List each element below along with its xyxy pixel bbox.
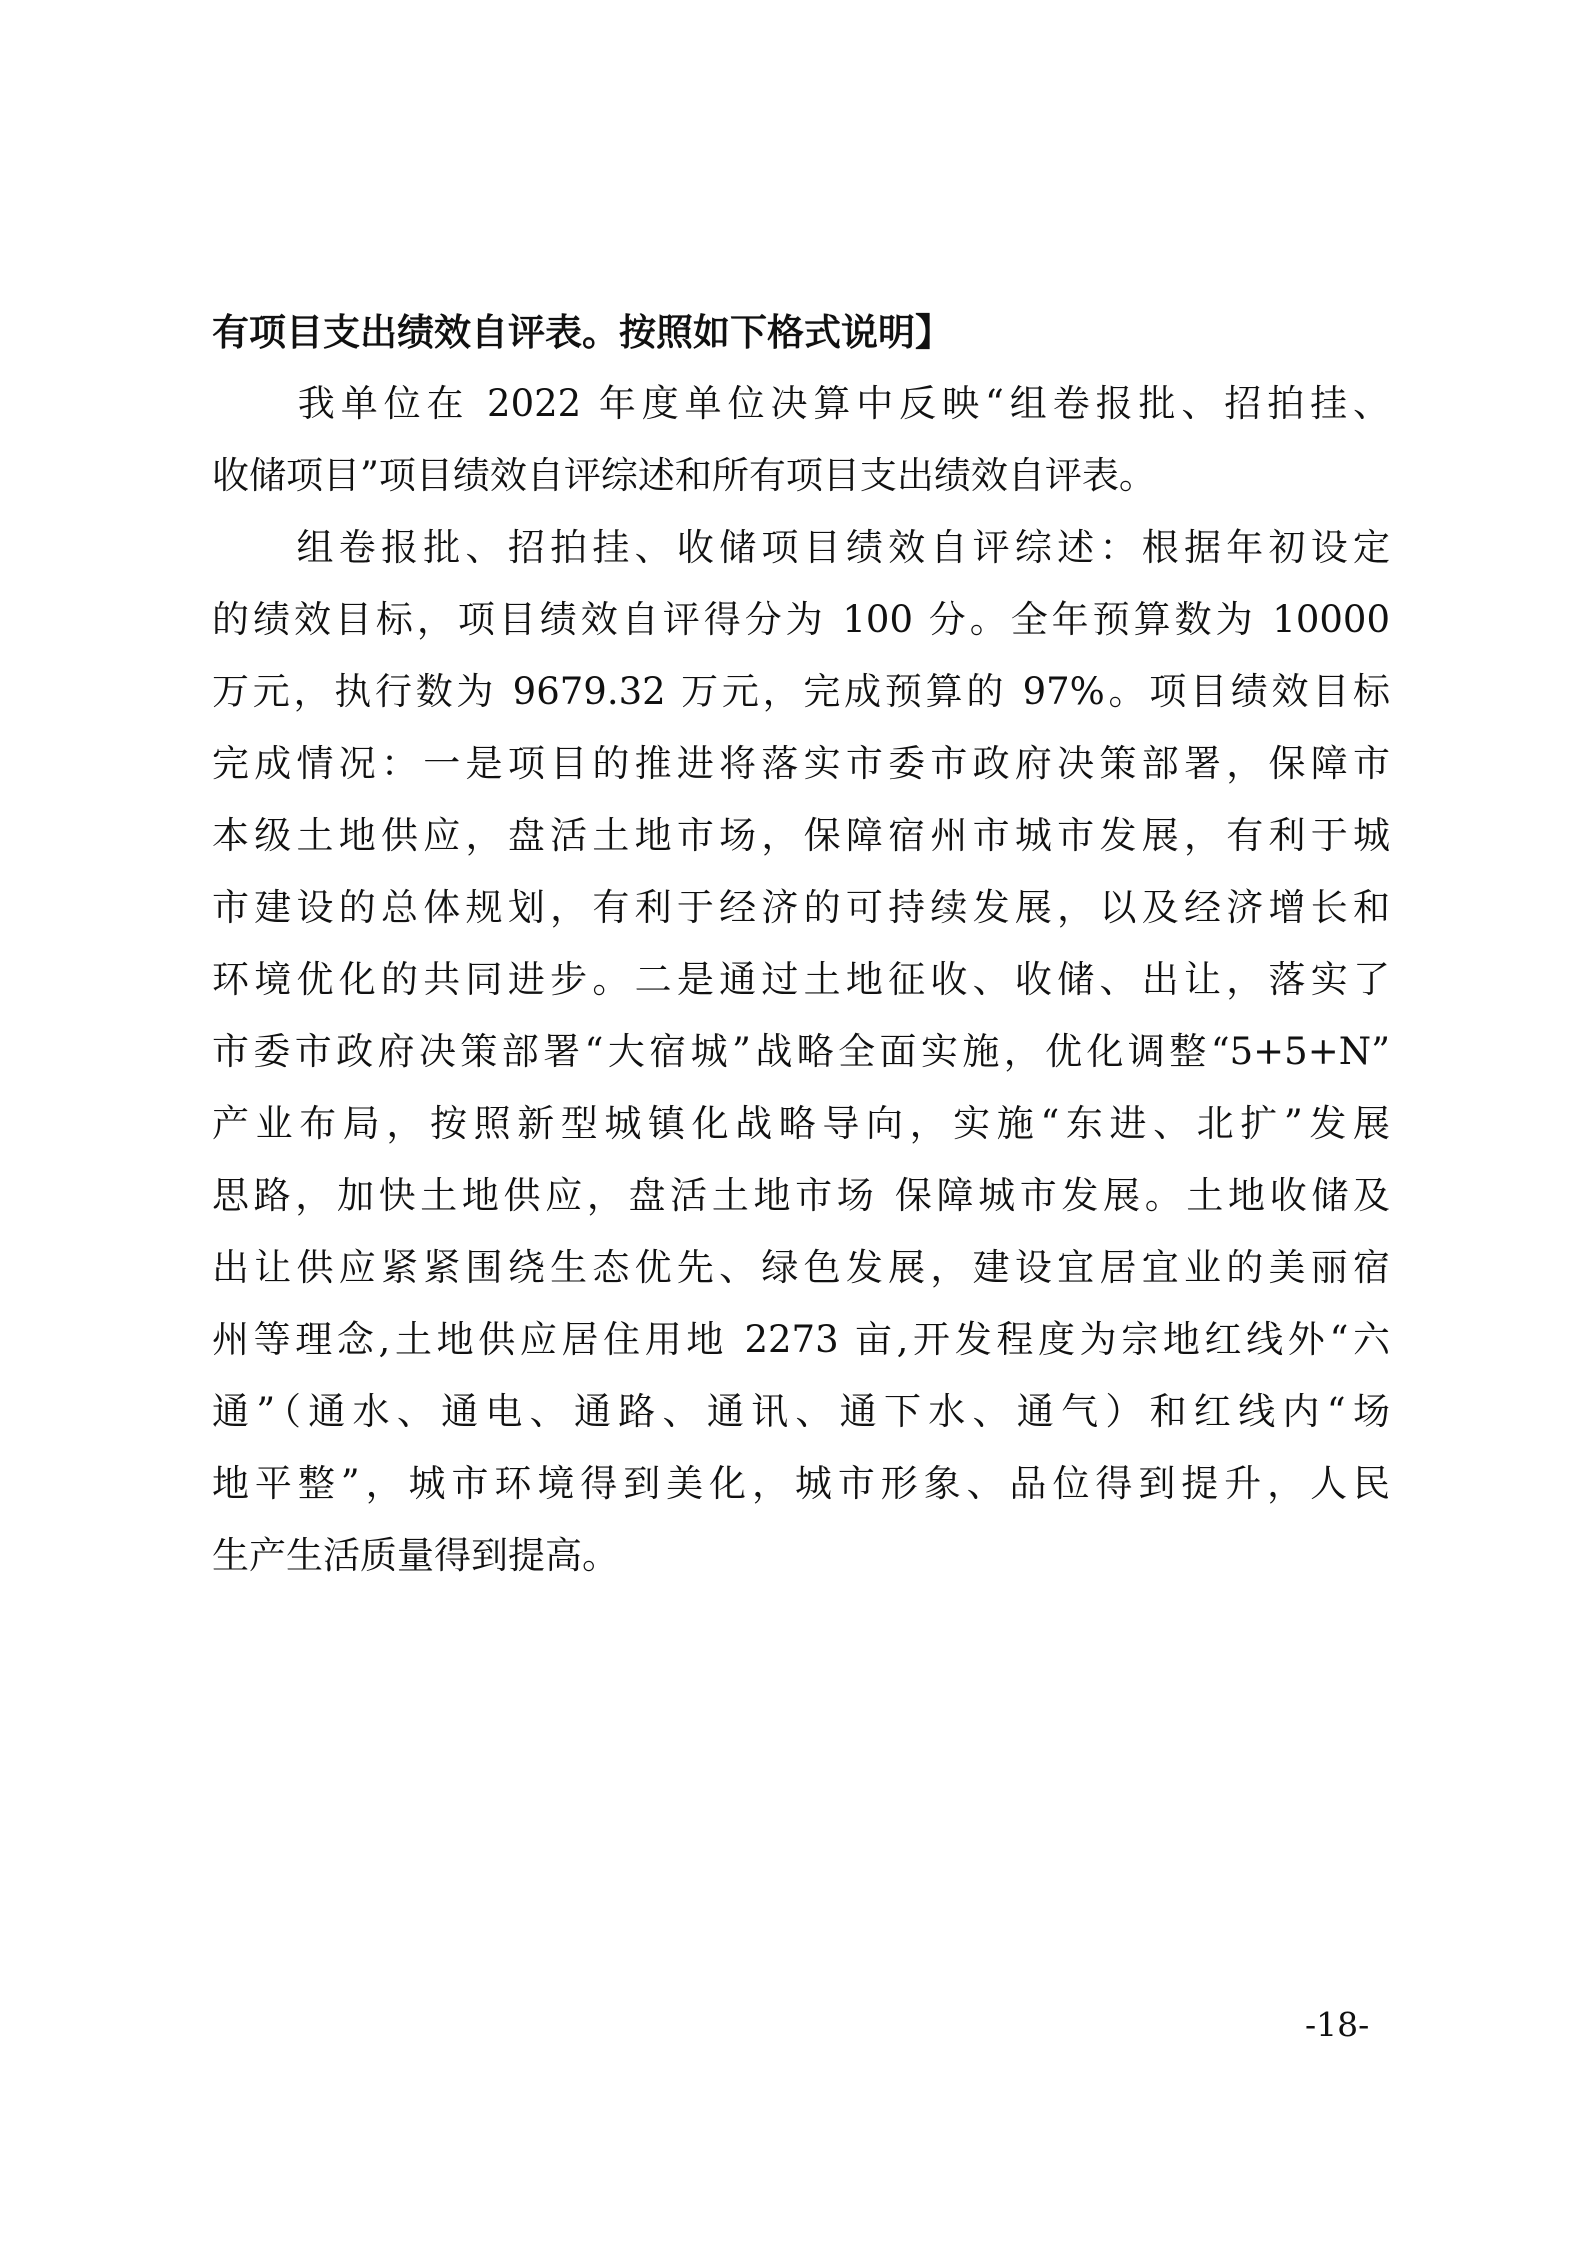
text-line: 完成情况：一是项目的推进将落实市委市政府决策部署，保障市 xyxy=(212,742,1390,785)
text-line: 组卷报批、招拍挂、收储项目绩效自评综述：根据年初设定 xyxy=(212,526,1390,569)
text-line: 环境优化的共同进步。二是通过土地征收、收储、出让，落实了 xyxy=(212,958,1390,1001)
text-line: 产业布局，按照新型城镇化战略导向，实施“东进、北扩”发展 xyxy=(212,1102,1390,1145)
text-line: 我单位在 2022 年度单位决算中反映“组卷报批、招拍挂、 xyxy=(212,382,1390,425)
text-line: 出让供应紧紧围绕生态优先、绿色发展，建设宜居宜业的美丽宿 xyxy=(212,1246,1390,1289)
text-line: 市建设的总体规划，有利于经济的可持续发展，以及经济增长和 xyxy=(212,886,1390,929)
page-number: -18- xyxy=(1305,2005,1370,2044)
text-line-heading-tail: 有项目支出绩效自评表。按照如下格式说明】 xyxy=(212,310,952,354)
text-line: 州等理念,土地供应居住用地 2273 亩,开发程度为宗地红线外“六 xyxy=(212,1318,1390,1361)
text-line: 地平整”，城市环境得到美化，城市形象、品位得到提升，人民 xyxy=(212,1462,1390,1505)
text-line: 本级土地供应，盘活土地市场，保障宿州市城市发展，有利于城 xyxy=(212,814,1390,857)
text-line: 通”（通水、通电、通路、通讯、通下水、通气）和红线内“场 xyxy=(212,1390,1390,1433)
text-line: 生产生活质量得到提高。 xyxy=(212,1534,619,1577)
text-line: 市委市政府决策部署“大宿城”战略全面实施，优化调整“5+5+N” xyxy=(212,1030,1390,1073)
text-line: 万元，执行数为 9679.32 万元，完成预算的 97%。项目绩效目标 xyxy=(212,670,1390,713)
body-text xyxy=(212,296,1390,1592)
text-line: 的绩效目标，项目绩效自评得分为 100 分。全年预算数为 10000 xyxy=(212,598,1390,641)
text-line: 收储项目”项目绩效自评综述和所有项目支出绩效自评表。 xyxy=(212,454,1156,497)
text-line: 思路，加快土地供应，盘活土地市场 保障城市发展。土地收储及 xyxy=(212,1174,1390,1217)
